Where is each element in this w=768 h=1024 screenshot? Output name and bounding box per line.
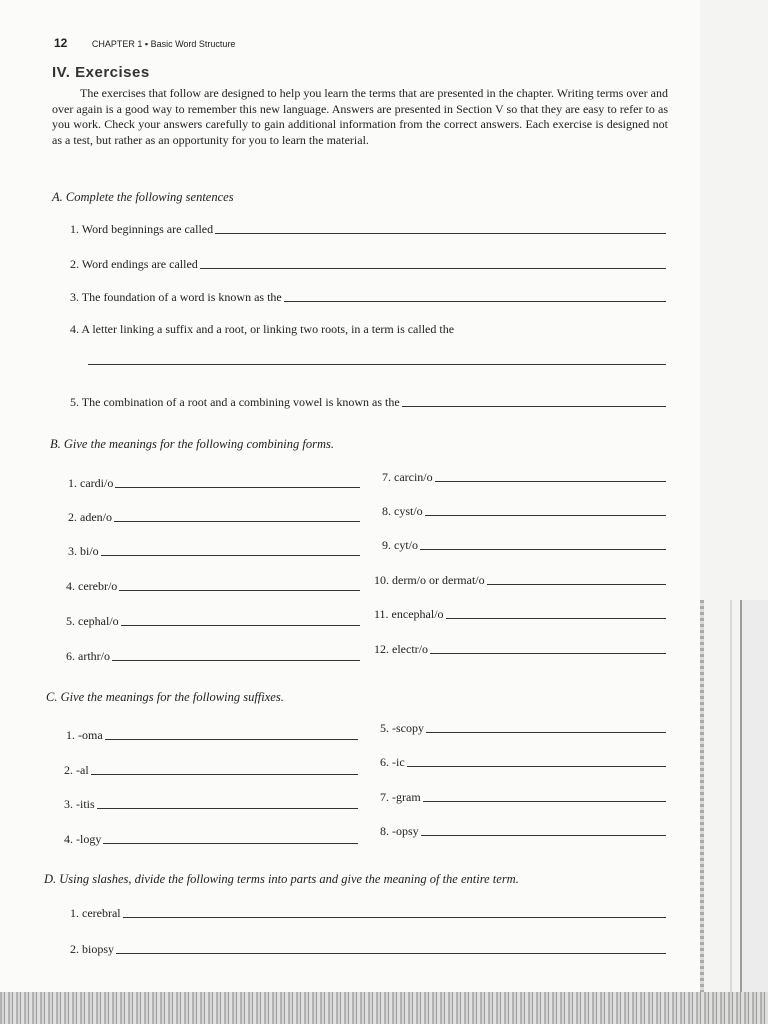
answer-line[interactable] <box>116 952 666 954</box>
answer-line[interactable] <box>215 232 666 234</box>
part-b-item-4[interactable] <box>66 579 360 594</box>
answer-line[interactable] <box>284 300 666 302</box>
part-b-item-11[interactable] <box>374 607 666 622</box>
item-label: 7. carcin/o <box>382 470 433 484</box>
answer-line[interactable] <box>105 738 358 740</box>
item-label: 5. The combination of a root and a combining vowel is known as the <box>70 395 400 409</box>
answer-line[interactable] <box>97 807 358 809</box>
item-label: 4. cerebr/o <box>66 579 118 593</box>
item-label: 3. bi/o <box>68 544 99 558</box>
part-c-item-4[interactable] <box>64 832 358 847</box>
item-label: 4. -logy <box>64 832 102 846</box>
page-edge-noise <box>700 600 704 992</box>
item-label: 10. derm/o or dermat/o <box>374 573 485 587</box>
item-label: 2. -al <box>64 763 89 777</box>
page-number: 12 <box>54 36 68 50</box>
part-b-item-6[interactable] <box>66 649 360 664</box>
item-label: 8. -opsy <box>380 824 419 838</box>
answer-line[interactable] <box>425 514 666 516</box>
item-label: 1. cerebral <box>70 906 121 920</box>
answer-line[interactable] <box>407 765 666 767</box>
part-a-item-5[interactable] <box>70 395 666 410</box>
chapter-title: CHAPTER 1 ▪ Basic Word Structure <box>91 39 236 49</box>
answer-line[interactable] <box>115 486 360 488</box>
item-label: 1. Word beginnings are called <box>70 222 214 236</box>
answer-line[interactable] <box>88 363 666 365</box>
item-label: 5. cephal/o <box>66 614 119 628</box>
item-label: 8. cyst/o <box>382 504 423 518</box>
part-c-item-2[interactable] <box>64 763 358 778</box>
part-a-item-4 <box>70 322 666 337</box>
section-title: IV. Exercises <box>52 64 150 81</box>
answer-line[interactable] <box>119 589 360 591</box>
answer-line[interactable] <box>112 659 360 661</box>
item-label: 6. arthr/o <box>66 649 110 663</box>
scan-bottom-noise <box>0 992 768 1024</box>
item-label: 2. aden/o <box>68 510 112 524</box>
item-label: 1. cardi/o <box>68 476 114 490</box>
part-a-item-3[interactable] <box>70 290 666 305</box>
answer-line[interactable] <box>200 267 666 269</box>
part-a-item-1[interactable] <box>70 222 666 237</box>
answer-line[interactable] <box>91 773 358 775</box>
part-b-item-9[interactable] <box>382 538 666 553</box>
part-d-item-2[interactable] <box>70 942 666 957</box>
item-label: 7. -gram <box>380 790 421 804</box>
item-label: 2. biopsy <box>70 942 115 956</box>
part-d-item-1[interactable] <box>70 906 666 921</box>
answer-line[interactable] <box>435 480 666 482</box>
item-label: 1. -oma <box>66 728 103 742</box>
item-label: 5. -scopy <box>380 721 424 735</box>
answer-line[interactable] <box>123 916 666 918</box>
part-c-item-5[interactable] <box>380 721 666 736</box>
answer-line[interactable] <box>423 800 666 802</box>
answer-line[interactable] <box>487 583 666 585</box>
part-c-item-7[interactable] <box>380 790 666 805</box>
answer-line[interactable] <box>101 554 360 556</box>
part-c-item-1[interactable] <box>66 728 358 743</box>
part-b-item-2[interactable] <box>68 510 360 525</box>
answer-line[interactable] <box>402 405 666 407</box>
part-c-item-8[interactable] <box>380 824 666 839</box>
answer-line[interactable] <box>430 652 666 654</box>
item-label: 3. -itis <box>64 797 95 811</box>
part-a-title: A. Complete the following sentences <box>52 190 234 204</box>
part-a-item-2[interactable] <box>70 257 666 272</box>
item-label: 11. encephal/o <box>374 607 444 621</box>
part-c-item-6[interactable] <box>380 755 666 770</box>
page-edge-shadow <box>700 600 768 992</box>
answer-line[interactable] <box>114 520 360 522</box>
part-b-item-8[interactable] <box>382 504 666 519</box>
answer-line[interactable] <box>121 624 360 626</box>
page-header <box>54 36 235 50</box>
part-b-item-10[interactable] <box>374 573 666 588</box>
intro-paragraph: The exercises that follow are designed to help you learn the terms that are presented in the chapter. Writing terms over and over again is a good way to remember this new language. Answers are presented in Section V so that they are easy to refer to as you work. Check your answers carefully to gain additional information from the correct answers. Each exercise is designed not as a test, but rather as an opportunity for you to learn the material. <box>52 86 668 147</box>
item-label: 3. The foundation of a word is known as the <box>70 290 282 304</box>
part-b-item-12[interactable] <box>374 642 666 657</box>
answer-line[interactable] <box>421 834 666 836</box>
answer-line[interactable] <box>103 842 358 844</box>
part-b-item-7[interactable] <box>382 470 666 485</box>
item-label: 2. Word endings are called <box>70 257 198 271</box>
part-b-item-1[interactable] <box>68 476 360 491</box>
part-c-item-3[interactable] <box>64 797 358 812</box>
part-d-title: D. Using slashes, divide the following terms into parts and give the meaning of the entire term. <box>44 872 519 886</box>
part-b-item-3[interactable] <box>68 544 360 559</box>
item-label: 6. -ic <box>380 755 405 769</box>
part-b-item-5[interactable] <box>66 614 360 629</box>
answer-line[interactable] <box>446 617 666 619</box>
part-b-title: B. Give the meanings for the following combining forms. <box>50 437 335 451</box>
item-label: 12. electr/o <box>374 642 428 656</box>
item-label: 9. cyt/o <box>382 538 418 552</box>
item-label: 4. A letter linking a suffix and a root, or linking two roots, in a term is called the <box>70 322 455 336</box>
answer-line[interactable] <box>420 548 666 550</box>
part-c-title: C. Give the meanings for the following suffixes. <box>46 690 284 704</box>
answer-line[interactable] <box>426 731 666 733</box>
